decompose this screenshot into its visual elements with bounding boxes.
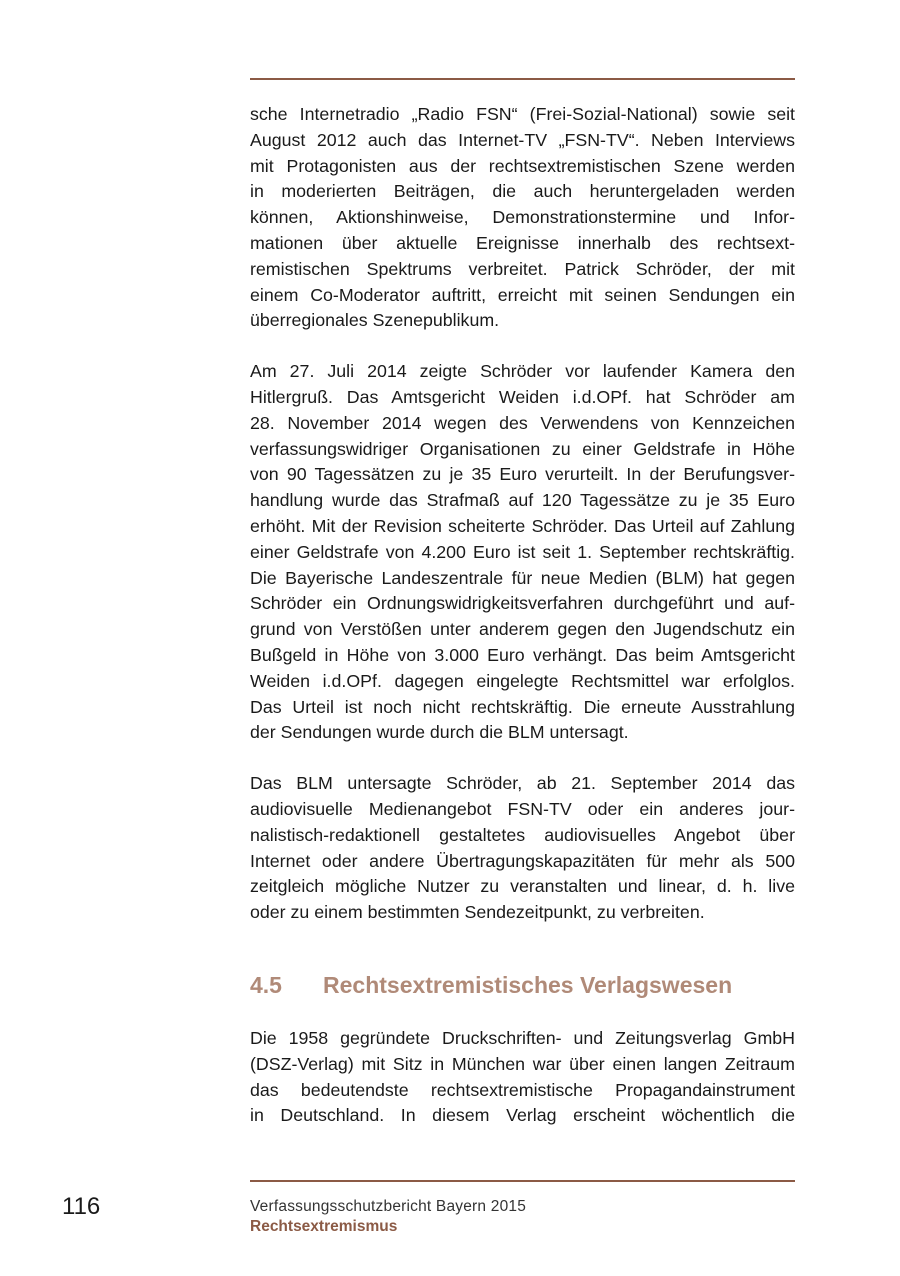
text-line: Das Urteil ist noch nicht rechtskräftig. Die erneute Ausstrahlung bbox=[250, 696, 795, 717]
text-line: sche Internetradio „Radio FSN“ (Frei-Sozial-National) sowie seit bbox=[250, 104, 795, 124]
text-line: verfassungswidriger Organisationen zu einer Geldstrafe in Höhe bbox=[250, 438, 795, 459]
text-line: audiovisuelle Medienangebot FSN-TV oder ein anderes jour- bbox=[250, 798, 795, 819]
text-line: Internet oder andere Übertragungskapazitäten für mehr als 500 bbox=[250, 850, 795, 871]
paragraph-3 bbox=[250, 771, 795, 926]
text-line: das bedeutendste rechtsextremistische Propagandainstrument bbox=[250, 1079, 795, 1100]
text-line: Hitlergruß. Das Amtsgericht Weiden i.d.OPf. hat Schröder am bbox=[250, 386, 795, 407]
text-line: grund von Verstößen unter anderem gegen den Jugendschutz ein bbox=[250, 619, 795, 640]
text-line: Bußgeld in Höhe von 3.000 Euro verhängt. Das beim Amtsgericht bbox=[250, 644, 795, 665]
text-line: einer Geldstrafe von 4.200 Euro ist seit 1. September rechtskräftig. bbox=[250, 541, 795, 562]
text-line: mationen über aktuelle Ereignisse innerhalb des rechtsext- bbox=[250, 232, 795, 253]
text-line: einem Co-Moderator auftritt, erreicht mit seinen Sendungen ein bbox=[250, 284, 795, 305]
text-line: Die Bayerische Landeszentrale für neue Medien (BLM) hat gegen bbox=[250, 567, 795, 588]
text-line: können, Aktionshinweise, Demonstrationstermine und Infor- bbox=[250, 207, 795, 228]
text-line: in moderierten Beiträgen, die auch heruntergeladen werden bbox=[250, 181, 795, 202]
paragraph-1 bbox=[250, 102, 795, 334]
section-paragraph bbox=[250, 1026, 795, 1129]
text-line: Die 1958 gegründete Druckschriften- und Zeitungsverlag GmbH bbox=[250, 1027, 795, 1048]
text-line: handlung wurde das Strafmaß auf 120 Tagessätze zu je 35 Euro bbox=[250, 490, 795, 511]
text-line: remistischen Spektrums verbreitet. Patrick Schröder, der mit bbox=[250, 258, 795, 279]
page-number: 116 bbox=[62, 1193, 101, 1220]
text-line: der Sendungen wurde durch die BLM untersagt. bbox=[250, 722, 629, 743]
publication-title: Verfassungsschutzbericht Bayern 2015 bbox=[250, 1198, 527, 1215]
header-rule bbox=[250, 78, 795, 80]
page-footer bbox=[250, 1197, 526, 1237]
text-line: August 2012 auch das Internet-TV „FSN-TV“. Neben Interviews bbox=[250, 129, 795, 150]
text-line: Das BLM untersagte Schröder, ab 21. September 2014 das bbox=[250, 773, 795, 794]
text-line: Schröder ein Ordnungswidrigkeitsverfahren durchgeführt und auf- bbox=[250, 593, 795, 614]
text-line: oder zu einem bestimmten Sendezeitpunkt, zu verbreiten. bbox=[250, 902, 705, 923]
text-line: (DSZ-Verlag) mit Sitz in München war über einen langen Zeitraum bbox=[250, 1053, 795, 1074]
text-line: in Deutschland. In diesem Verlag erscheint wöchentlich die bbox=[250, 1105, 795, 1126]
text-line: überregionales Szenepublikum. bbox=[250, 310, 500, 331]
text-line: nalistisch-redaktionell gestaltetes audiovisuelles Angebot über bbox=[250, 824, 795, 845]
section-heading bbox=[250, 970, 795, 1000]
text-line: von 90 Tagessätzen zu je 35 Euro verurteilt. In der Berufungsver- bbox=[250, 464, 795, 485]
text-line: 28. November 2014 wegen des Verwendens von Kennzeichen bbox=[250, 412, 795, 433]
text-line: Weiden i.d.OPf. dagegen eingelegte Rechtsmittel war erfolglos. bbox=[250, 670, 795, 691]
paragraph-2 bbox=[250, 359, 795, 746]
text-line: Am 27. Juli 2014 zeigte Schröder vor laufender Kamera den bbox=[250, 361, 795, 382]
chapter-title: Rechtsextremismus bbox=[250, 1218, 398, 1235]
footer-rule bbox=[250, 1180, 795, 1182]
text-line: erhöht. Mit der Revision scheiterte Schröder. Das Urteil auf Zahlung bbox=[250, 515, 795, 536]
section-title: Rechtsextremistisches Verlagswesen bbox=[323, 971, 733, 998]
text-line: zeitgleich mögliche Nutzer zu veranstalten und linear, d. h. live bbox=[250, 876, 795, 897]
section-number: 4.5 bbox=[250, 971, 282, 998]
body-text bbox=[250, 102, 795, 1154]
text-line: mit Protagonisten aus der rechtsextremistischen Szene werden bbox=[250, 155, 795, 176]
